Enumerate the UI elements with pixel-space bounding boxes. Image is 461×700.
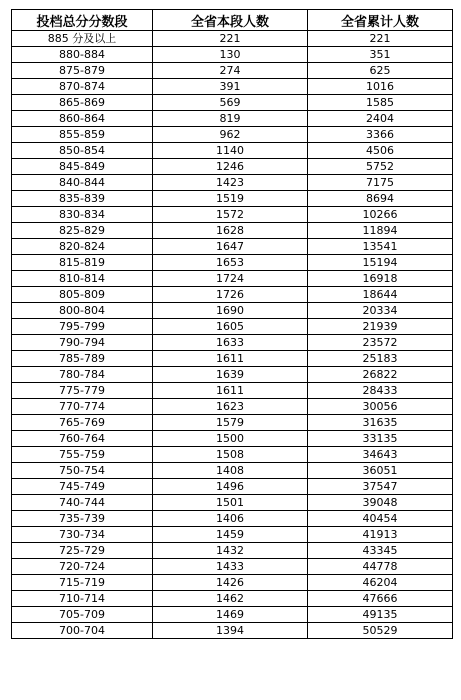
table-row	[12, 511, 453, 527]
table-row	[12, 431, 453, 447]
cell-segment-count: 1394	[153, 623, 308, 639]
cell-score-range: 760-764	[12, 431, 153, 447]
cell-segment-count: 1633	[153, 335, 308, 351]
cell-score-range: 885 分及以上	[12, 31, 153, 47]
cell-cumulative-count: 5752	[308, 159, 453, 175]
table-row	[12, 175, 453, 191]
table-row	[12, 591, 453, 607]
table-row	[12, 271, 453, 287]
cell-cumulative-count: 4506	[308, 143, 453, 159]
cell-cumulative-count: 40454	[308, 511, 453, 527]
cell-score-range: 725-729	[12, 543, 153, 559]
cell-cumulative-count: 351	[308, 47, 453, 63]
table-row	[12, 31, 453, 47]
cell-segment-count: 130	[153, 47, 308, 63]
cell-cumulative-count: 43345	[308, 543, 453, 559]
cell-score-range: 780-784	[12, 367, 153, 383]
table-row	[12, 543, 453, 559]
cell-cumulative-count: 44778	[308, 559, 453, 575]
cell-score-range: 875-879	[12, 63, 153, 79]
cell-segment-count: 1508	[153, 447, 308, 463]
cell-cumulative-count: 15194	[308, 255, 453, 271]
table-row	[12, 559, 453, 575]
table-row	[12, 399, 453, 415]
cell-segment-count: 391	[153, 79, 308, 95]
cell-segment-count: 1408	[153, 463, 308, 479]
table-row	[12, 319, 453, 335]
cell-cumulative-count: 30056	[308, 399, 453, 415]
cell-cumulative-count: 36051	[308, 463, 453, 479]
cell-segment-count: 569	[153, 95, 308, 111]
table-row	[12, 479, 453, 495]
cell-score-range: 785-789	[12, 351, 153, 367]
cell-score-range: 720-724	[12, 559, 153, 575]
cell-score-range: 850-854	[12, 143, 153, 159]
cell-segment-count: 1628	[153, 223, 308, 239]
cell-score-range: 830-834	[12, 207, 153, 223]
cell-score-range: 845-849	[12, 159, 153, 175]
cell-segment-count: 1462	[153, 591, 308, 607]
cell-cumulative-count: 49135	[308, 607, 453, 623]
cell-segment-count: 1611	[153, 351, 308, 367]
cell-segment-count: 1423	[153, 175, 308, 191]
cell-segment-count: 1496	[153, 479, 308, 495]
cell-score-range: 840-844	[12, 175, 153, 191]
cell-segment-count: 274	[153, 63, 308, 79]
cell-cumulative-count: 50529	[308, 623, 453, 639]
cell-segment-count: 1724	[153, 271, 308, 287]
header-segment-count: 全省本段人数	[153, 10, 308, 31]
cell-segment-count: 1579	[153, 415, 308, 431]
cell-segment-count: 1690	[153, 303, 308, 319]
cell-score-range: 855-859	[12, 127, 153, 143]
table-row	[12, 79, 453, 95]
cell-score-range: 705-709	[12, 607, 153, 623]
cell-cumulative-count: 47666	[308, 591, 453, 607]
table-row	[12, 303, 453, 319]
cell-score-range: 750-754	[12, 463, 153, 479]
table-row	[12, 127, 453, 143]
cell-segment-count: 1500	[153, 431, 308, 447]
table-row	[12, 239, 453, 255]
cell-cumulative-count: 21939	[308, 319, 453, 335]
cell-segment-count: 1572	[153, 207, 308, 223]
cell-segment-count: 1501	[153, 495, 308, 511]
cell-cumulative-count: 41913	[308, 527, 453, 543]
cell-cumulative-count: 7175	[308, 175, 453, 191]
table-row	[12, 159, 453, 175]
header-score-range: 投档总分分数段	[12, 10, 153, 31]
cell-score-range: 740-744	[12, 495, 153, 511]
cell-score-range: 730-734	[12, 527, 153, 543]
cell-segment-count: 819	[153, 111, 308, 127]
table-row	[12, 143, 453, 159]
table-row	[12, 383, 453, 399]
cell-segment-count: 1426	[153, 575, 308, 591]
table-row	[12, 223, 453, 239]
cell-segment-count: 1623	[153, 399, 308, 415]
score-distribution-table	[11, 9, 453, 639]
cell-score-range: 860-864	[12, 111, 153, 127]
cell-score-range: 700-704	[12, 623, 153, 639]
table-row	[12, 191, 453, 207]
cell-cumulative-count: 28433	[308, 383, 453, 399]
cell-cumulative-count: 39048	[308, 495, 453, 511]
cell-score-range: 765-769	[12, 415, 153, 431]
cell-score-range: 815-819	[12, 255, 153, 271]
table-row	[12, 495, 453, 511]
cell-segment-count: 1647	[153, 239, 308, 255]
cell-cumulative-count: 25183	[308, 351, 453, 367]
table-row	[12, 415, 453, 431]
cell-segment-count: 962	[153, 127, 308, 143]
cell-cumulative-count: 2404	[308, 111, 453, 127]
cell-cumulative-count: 31635	[308, 415, 453, 431]
cell-cumulative-count: 1016	[308, 79, 453, 95]
cell-cumulative-count: 37547	[308, 479, 453, 495]
cell-segment-count: 1140	[153, 143, 308, 159]
cell-segment-count: 1406	[153, 511, 308, 527]
cell-segment-count: 1519	[153, 191, 308, 207]
cell-cumulative-count: 8694	[308, 191, 453, 207]
cell-score-range: 870-874	[12, 79, 153, 95]
table-row	[12, 351, 453, 367]
cell-segment-count: 1469	[153, 607, 308, 623]
cell-score-range: 810-814	[12, 271, 153, 287]
table-row	[12, 47, 453, 63]
cell-score-range: 745-749	[12, 479, 153, 495]
cell-score-range: 790-794	[12, 335, 153, 351]
cell-cumulative-count: 11894	[308, 223, 453, 239]
table-row	[12, 575, 453, 591]
cell-segment-count: 1611	[153, 383, 308, 399]
cell-score-range: 800-804	[12, 303, 153, 319]
cell-cumulative-count: 23572	[308, 335, 453, 351]
cell-score-range: 880-884	[12, 47, 153, 63]
cell-segment-count: 1605	[153, 319, 308, 335]
cell-segment-count: 1432	[153, 543, 308, 559]
table-row	[12, 463, 453, 479]
header-cumulative-count: 全省累计人数	[308, 10, 453, 31]
cell-cumulative-count: 26822	[308, 367, 453, 383]
cell-score-range: 825-829	[12, 223, 153, 239]
cell-score-range: 710-714	[12, 591, 153, 607]
table-header-row	[12, 10, 453, 31]
table-row	[12, 367, 453, 383]
cell-cumulative-count: 46204	[308, 575, 453, 591]
table-row	[12, 255, 453, 271]
cell-cumulative-count: 13541	[308, 239, 453, 255]
cell-cumulative-count: 3366	[308, 127, 453, 143]
cell-cumulative-count: 33135	[308, 431, 453, 447]
cell-cumulative-count: 10266	[308, 207, 453, 223]
cell-cumulative-count: 34643	[308, 447, 453, 463]
table-row	[12, 63, 453, 79]
table-row	[12, 287, 453, 303]
cell-segment-count: 1639	[153, 367, 308, 383]
table-row	[12, 207, 453, 223]
cell-cumulative-count: 625	[308, 63, 453, 79]
cell-cumulative-count: 20334	[308, 303, 453, 319]
cell-score-range: 820-824	[12, 239, 153, 255]
cell-score-range: 775-779	[12, 383, 153, 399]
cell-segment-count: 1459	[153, 527, 308, 543]
cell-segment-count: 1246	[153, 159, 308, 175]
cell-cumulative-count: 221	[308, 31, 453, 47]
cell-segment-count: 221	[153, 31, 308, 47]
cell-score-range: 865-869	[12, 95, 153, 111]
cell-score-range: 805-809	[12, 287, 153, 303]
cell-score-range: 755-759	[12, 447, 153, 463]
table-row	[12, 447, 453, 463]
cell-score-range: 715-719	[12, 575, 153, 591]
table-row	[12, 335, 453, 351]
table-row	[12, 527, 453, 543]
table-row	[12, 111, 453, 127]
table-body	[12, 31, 453, 639]
cell-segment-count: 1653	[153, 255, 308, 271]
table-row	[12, 623, 453, 639]
cell-score-range: 795-799	[12, 319, 153, 335]
cell-score-range: 735-739	[12, 511, 153, 527]
cell-segment-count: 1433	[153, 559, 308, 575]
cell-segment-count: 1726	[153, 287, 308, 303]
cell-cumulative-count: 16918	[308, 271, 453, 287]
cell-cumulative-count: 18644	[308, 287, 453, 303]
cell-score-range: 835-839	[12, 191, 153, 207]
cell-score-range: 770-774	[12, 399, 153, 415]
table-row	[12, 95, 453, 111]
table-row	[12, 607, 453, 623]
cell-cumulative-count: 1585	[308, 95, 453, 111]
